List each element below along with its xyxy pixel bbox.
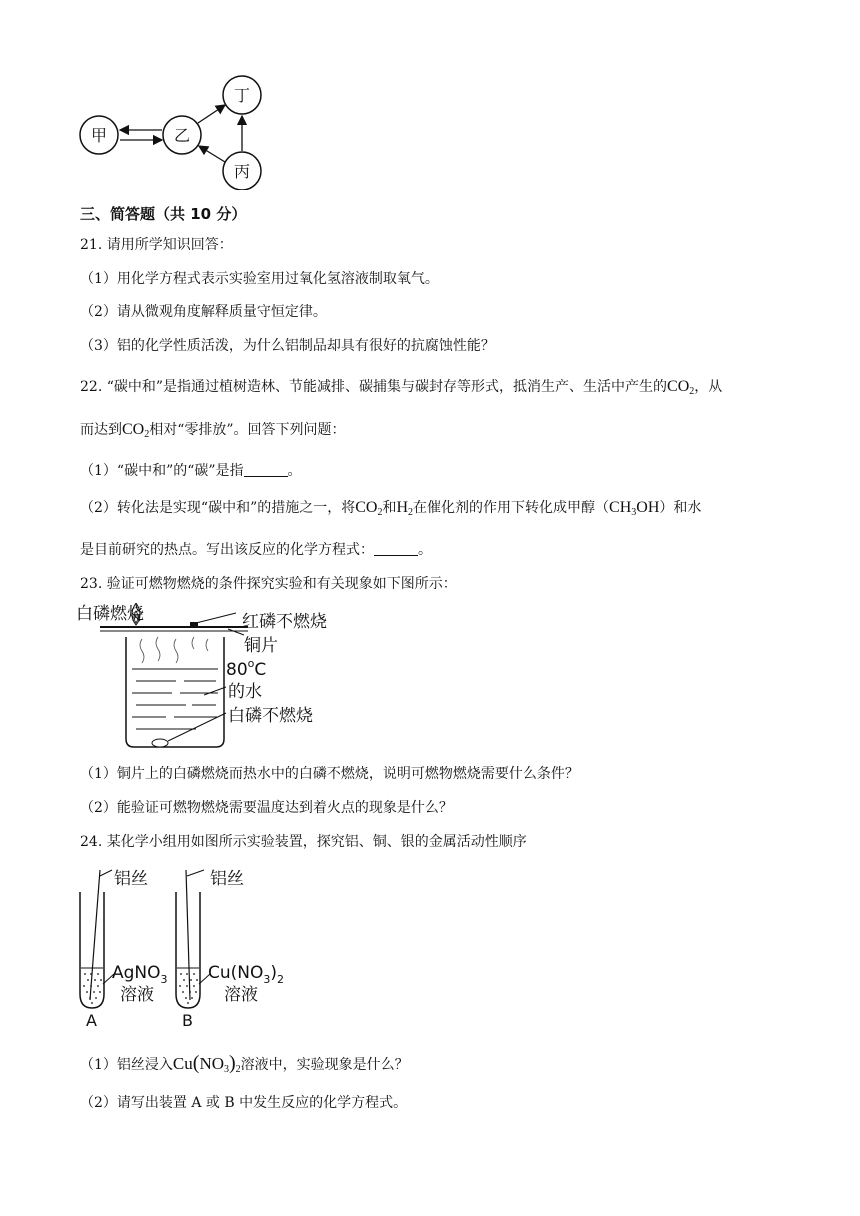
q22-part2-line1: （2）转化法是实现“碳中和”的措施之一，将$CO_2$和$H_2$在催化剂的作用下转化成甲醇$(CH_3OH)$和水 [80, 499, 702, 518]
label-al-wire-a: 铝丝 [114, 869, 148, 889]
steam [140, 637, 208, 663]
q24-part2: （2）请写出装置 A 或 B 中发生反应的化学方程式。 [80, 1095, 408, 1111]
white-phosphorus-underwater [152, 739, 168, 747]
solution-b [179, 973, 198, 1004]
label-temp: 80$^o$C [226, 657, 267, 680]
q23-part1: （1）铜片上的白磷燃烧而热水中的白磷不燃烧，说明可燃物燃烧需要什么条件？ [80, 766, 579, 782]
arrow-bing-to-yi [199, 146, 225, 162]
q22-line1 [80, 377, 722, 397]
label-copper: 铜片 [244, 636, 278, 656]
q24-stem: 24. 某化学小组用如图所示实验装置，探究铝、铜、银的金属活动性顺序 [80, 834, 527, 850]
metal-activity-figure [72, 862, 292, 1032]
q22-blank-2[interactable] [374, 541, 418, 556]
label-sol-b: 溶液 [224, 985, 258, 1005]
q23-stem: 23. 验证可燃物燃烧的条件探究实验和有关现象如下图所示： [80, 576, 457, 592]
q22-co2-c: $CO_2$ [355, 499, 383, 518]
label-sol-a: 溶液 [120, 985, 154, 1005]
q22-stem-a: 22. “碳中和”是指通过植树造林、节能减排、碳捕集与碳封存等形式，抵消生产、生活中产生的 [80, 379, 668, 395]
label-red-p-noburn: 红磷不燃烧 [242, 612, 327, 632]
q22-line2 [80, 420, 346, 440]
node-yi-label: 乙 [173, 126, 191, 145]
q22-stem-c: 而达到 [80, 422, 122, 438]
node-ding-label: 丁 [233, 86, 251, 105]
q21-part1: （1）用化学方程式表示实验室用过氧化氢溶液制取氧气。 [80, 271, 439, 287]
al-wire-b [186, 870, 190, 1000]
q22-stem-b: ，从 [694, 379, 723, 395]
q22-co2-a: $CO_2$ [667, 378, 695, 397]
q21-stem: 21. 请用所学知识回答： [80, 237, 233, 253]
water-lines [132, 669, 218, 729]
label-white-p-noburn: 白磷不燃烧 [228, 706, 313, 726]
q22-blank-1[interactable] [244, 462, 288, 477]
label-white-p-burn: 白磷燃烧 [76, 604, 144, 624]
solution-a [83, 973, 102, 1004]
combustion-experiment-figure [76, 603, 366, 753]
label-al-wire-b: 铝丝 [210, 869, 244, 889]
beaker [126, 637, 224, 747]
q24-part1: （1）铝丝浸入$Cu(NO_3)_2$溶液中，实验现象是什么？ [80, 1052, 409, 1075]
arrow-yi-to-ding [198, 105, 225, 123]
q24-cuno32: $Cu(NO_3)_2$ [172, 1052, 241, 1075]
label-agno3: AgNO$_3$ [112, 963, 168, 986]
label-b: B [182, 1011, 193, 1030]
relation-diagram [76, 74, 266, 190]
label-cuno32: $Cu(NO_3)_2$ [208, 963, 285, 986]
label-water: 的水 [228, 682, 262, 702]
test-tube-a [80, 892, 104, 1008]
q21-part3: （3）铝的化学性质活泼，为什么铝制品却具有很好的抗腐蚀性能？ [80, 338, 495, 354]
node-jia-label: 甲 [90, 126, 108, 145]
node-bing-label: 丙 [233, 162, 251, 181]
q21-part2: （2）请从微观角度解释质量守恒定律。 [80, 304, 327, 320]
q22-part1: （1）“碳中和”的“碳”是指 。 [80, 463, 302, 479]
q22-h2: $H_2$ [396, 499, 414, 518]
q22-ch3oh: $CH_3OH$ [609, 499, 660, 518]
q22-co2-b: $CO_2$ [122, 421, 150, 440]
label-a: A [86, 1011, 97, 1030]
q23-part2: （2）能验证可燃物燃烧需要温度达到着火点的现象是什么？ [80, 800, 453, 816]
q22-part2-line2: 是目前研究的热点。写出该反应的化学方程式： 。 [80, 542, 432, 558]
q22-stem-d: 相对“零排放”。回答下列问题： [149, 422, 346, 438]
section-title: 三、简答题（共 10 分） [80, 205, 247, 223]
